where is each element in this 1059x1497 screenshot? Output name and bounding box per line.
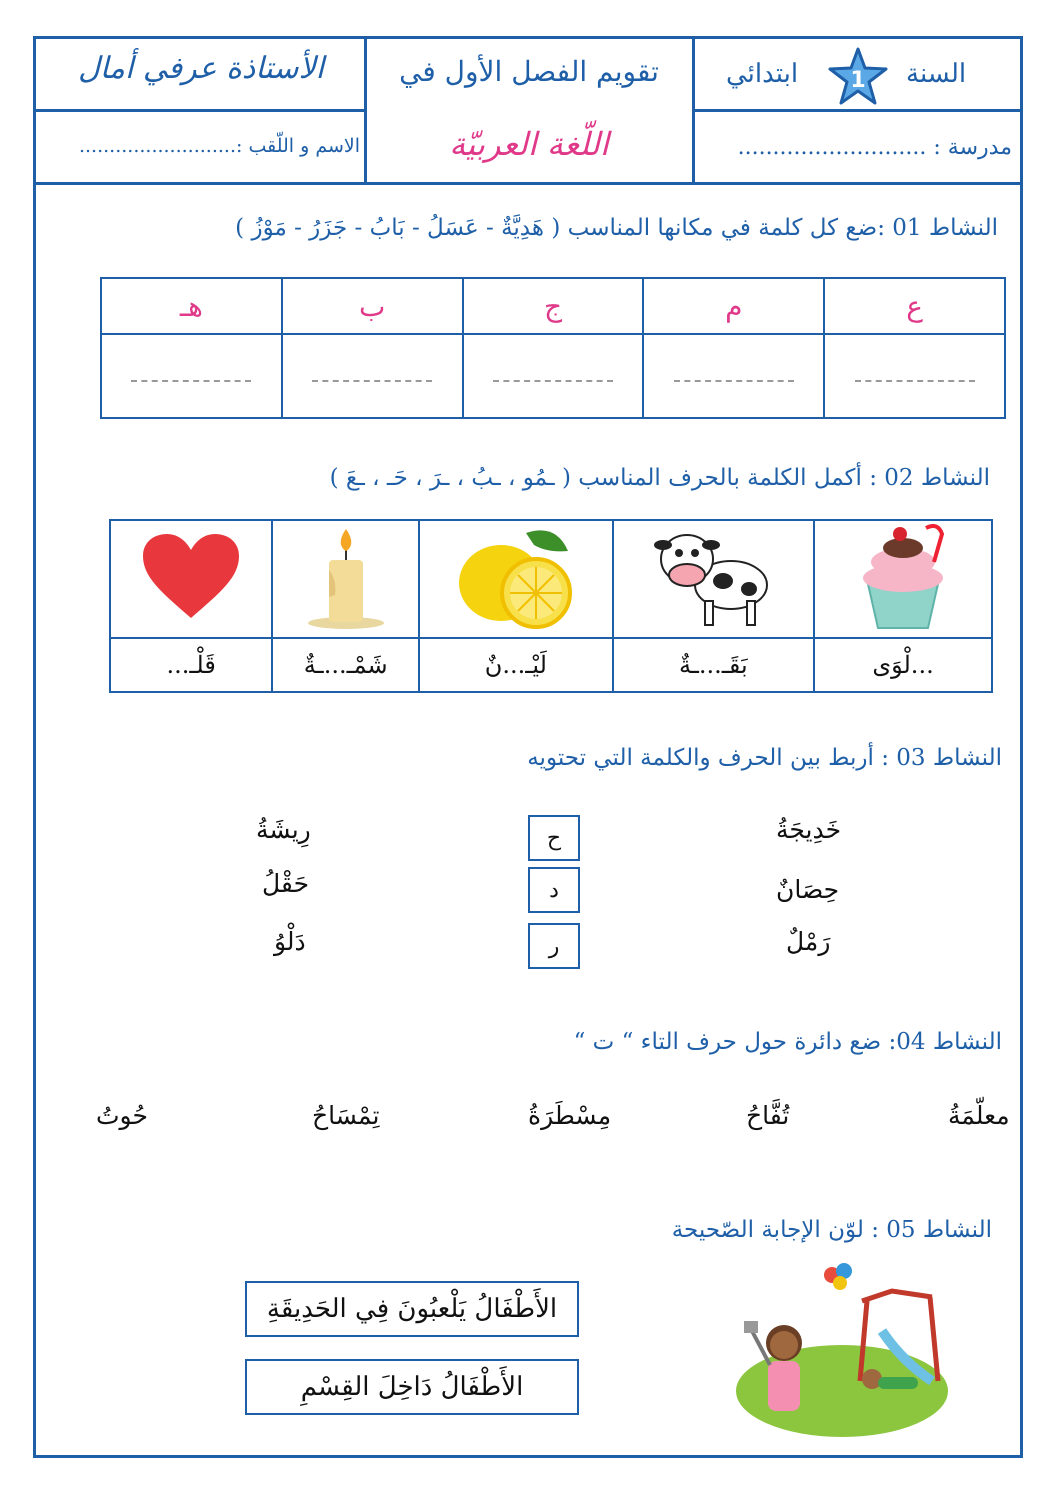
circle-word[interactable]: مِسْطَرَةُ xyxy=(528,1101,612,1130)
school-label: مدرسة : ........................... xyxy=(737,135,1012,160)
circle-word[interactable]: تِمْسَاحُ xyxy=(312,1101,380,1130)
cupcake-icon xyxy=(814,520,992,638)
word-blank[interactable]: لَيْـ...نٌ xyxy=(419,638,613,692)
answer-option-classroom[interactable]: الأَطْفَالُ دَاخِلَ القِسْمِ xyxy=(245,1359,579,1415)
star-icon xyxy=(828,47,888,105)
left-word[interactable]: حَقْلُ xyxy=(262,869,310,898)
activity5-title: النشاط 05 : لوّن الإجابة الصّحيحة xyxy=(671,1217,992,1243)
year-level: ابتدائي xyxy=(726,59,799,89)
page-title: تقويم الفصل الأول في xyxy=(399,55,659,88)
activity3-title: النشاط 03 : أربط بين الحرف والكلمة التي تحتويه xyxy=(527,745,1002,771)
activity2-table xyxy=(109,519,993,693)
lemon-icon xyxy=(419,520,613,638)
letter-box[interactable]: ح xyxy=(528,815,580,861)
right-word[interactable]: خَدِيجَةُ xyxy=(776,815,842,844)
activity2-title: النشاط 02 : أكمل الكلمة بالحرف المناسب ( ـمُو ، ـبُ ، ـرَ ، حَـ ، ـعَ ) xyxy=(329,465,990,491)
answer-cell[interactable] xyxy=(282,334,463,418)
left-word[interactable]: دَلْوُ xyxy=(274,927,306,956)
word-blank[interactable]: بَقَـ...ـةٌ xyxy=(613,638,814,692)
letter-cell: م xyxy=(643,278,824,334)
answer-cell[interactable] xyxy=(824,334,1005,418)
letter-cell: هـ xyxy=(101,278,282,334)
teacher-name: الأستاذة عرفي أمال xyxy=(77,51,325,86)
park-illustration xyxy=(732,1261,952,1441)
letter-box[interactable]: د xyxy=(528,867,580,913)
answer-cell[interactable] xyxy=(463,334,644,418)
answer-option-garden[interactable]: الأَطْفَالُ يَلْعبُونَ فِي الحَدِيقَةِ xyxy=(245,1281,579,1337)
word-blank[interactable]: شَمْـ...ـةٌ xyxy=(272,638,419,692)
header xyxy=(36,39,1020,185)
circle-word[interactable]: تُفَّاحُ xyxy=(746,1101,790,1130)
right-word[interactable]: حِصَانٌ xyxy=(776,875,840,904)
heart-icon xyxy=(110,520,272,638)
candle-icon xyxy=(272,520,419,638)
circle-word[interactable]: حُوتُ xyxy=(96,1101,148,1130)
right-word[interactable]: رَمْلٌ xyxy=(786,927,831,956)
year-label: السنة xyxy=(906,59,967,89)
subject-title: اللّغة العربيّة xyxy=(449,125,609,163)
cow-icon xyxy=(613,520,814,638)
letter-cell: ج xyxy=(463,278,644,334)
letter-cell: ع xyxy=(824,278,1005,334)
left-word[interactable]: رِيشَةُ xyxy=(256,815,311,844)
student-name-label: الاسم و اللّقب :.......................... xyxy=(78,135,360,157)
activity1-title: النشاط 01 :ضع كل كلمة في مكانها المناسب ( هَدِيَّةٌ - عَسَلُ - بَابُ - جَزَرُ - مَوْزُ ) xyxy=(235,215,998,241)
answer-cell[interactable] xyxy=(101,334,282,418)
answer-cell[interactable] xyxy=(643,334,824,418)
word-blank[interactable]: قَلْـ... xyxy=(110,638,272,692)
circle-word[interactable]: معلّمَةُ xyxy=(948,1101,1010,1130)
word-blank[interactable]: ...لْوَى xyxy=(814,638,992,692)
letter-cell: ب xyxy=(282,278,463,334)
letter-box[interactable]: ر xyxy=(528,923,580,969)
activity1-table xyxy=(100,277,1006,419)
activity4-title: النشاط 04: ضع دائرة حول حرف التاء “ ت “ xyxy=(573,1029,1002,1055)
page-frame xyxy=(33,36,1023,1458)
year-number: 1 xyxy=(850,68,866,93)
